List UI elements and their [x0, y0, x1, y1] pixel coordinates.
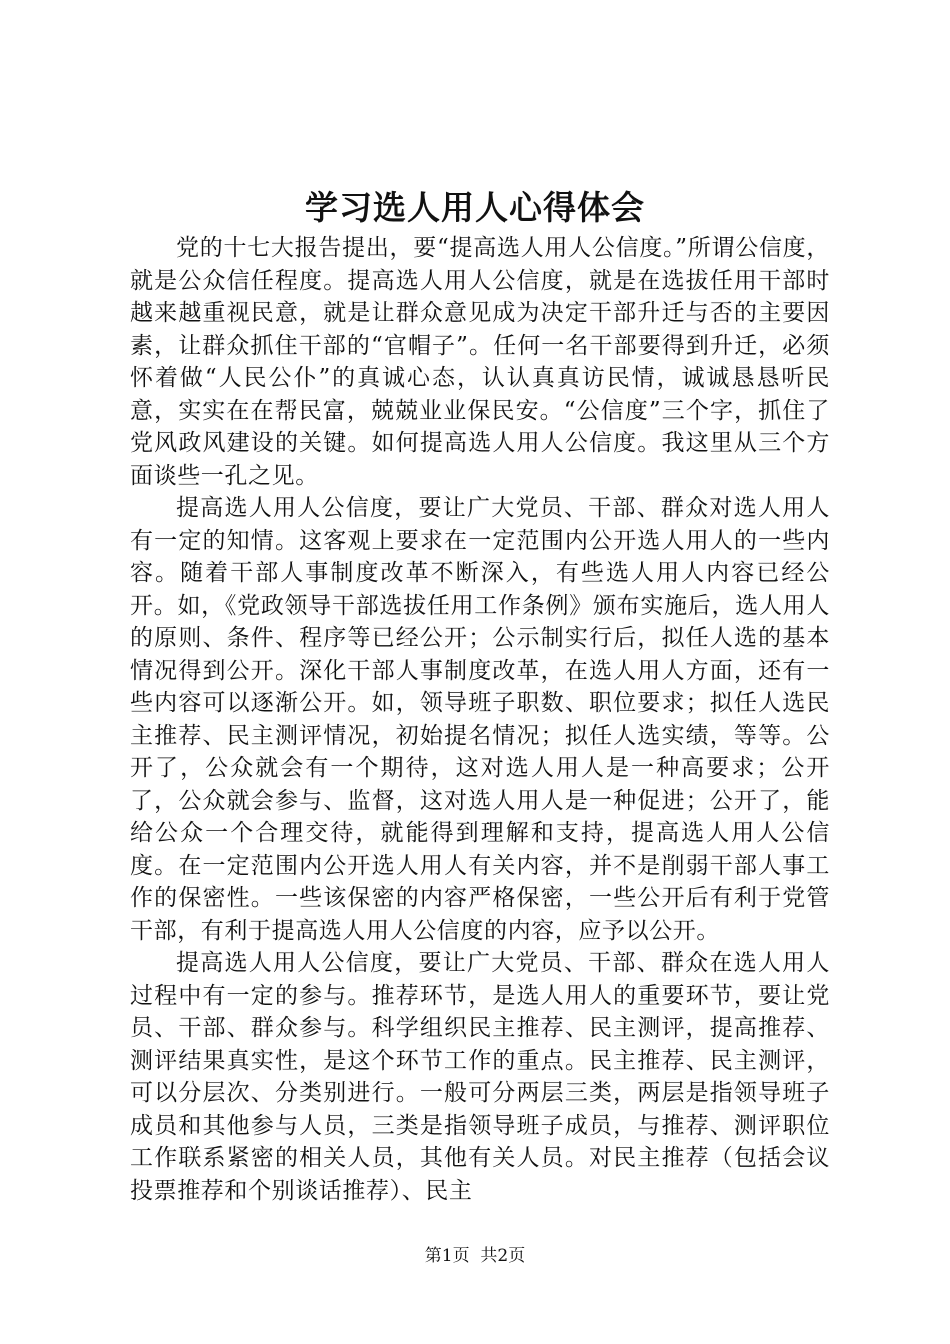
document-title: 学习选人用人心得体会 [305, 188, 645, 227]
paragraph-1: 党的十七大报告提出，要“提高选人用人公信度。”所谓公信度，就是公众信任程度。提高选人用人公信度，就是在选拔任用干部时越来越重视民意，就是让群众意见成为决定干部升迁与否的主要因素，让群众抓住干部的“官帽子”。任何一名干部要得到升迁，必须怀着做“人民公仆”的真诚心态，认认真真访民情，诚诚恳恳听民意，实实在在帮民富，兢兢业业保民安。“公信度”三个字，抓住了党风政风建设的关键。如何提高选人用人公信度。我这里从三个方面谈些一孔之见。 [130, 235, 830, 489]
page-total: 共2页 [480, 1246, 526, 1266]
page-number: 第1页 [424, 1246, 470, 1266]
paragraph-3: 提高选人用人公信度，要让广大党员、干部、群众在选人用人过程中有一定的参与。推荐环节，是选人用人的重要环节，要让党员、干部、群众参与。科学组织民主推荐、民主测评，提高推荐、测评结果真实性，是这个环节工作的重点。民主推荐、民主测评，可以分层次、分类别进行。一般可分两层三类，两层是指领导班子成员和其他参与人员，三类是指领导班子成员，与推荐、测评职位工作联系紧密的相关人员，其他有关人员。对民主推荐（包括会议投票推荐和个别谈话推荐）、民主 [130, 950, 830, 1204]
paragraph-2: 提高选人用人公信度，要让广大党员、干部、群众对选人用人有一定的知情。这客观上要求在一定范围内公开选人用人的一些内容。随着干部人事制度改革不断深入，有些选人用人内容已经公开。如，《党政领导干部选拔任用工作条例》颁布实施后，选人用人的原则、条件、程序等已经公开；公示制实行后，拟任人选的基本情况得到公开。深化干部人事制度改革，在选人用人方面，还有一些内容可以逐渐公开。如，领导班子职数、职位要求；拟任人选民主推荐、民主测评情况，初始提名情况；拟任人选实绩，等等。公开了，公众就会有一个期待，这对选人用人是一种高要求；公开了，公众就会参与、监督，这对选人用人是一种促进；公开了，能给公众一个合理交待，就能得到理解和支持，提高选人用人公信度。在一定范围内公开选人用人有关内容，并不是削弱干部人事工作的保密性。一些该保密的内容严格保密，一些公开后有利于党管干部，有利于提高选人用人公信度的内容，应予以公开。 [130, 495, 830, 944]
document-body [130, 232, 830, 1207]
page-footer [0, 1244, 950, 1268]
